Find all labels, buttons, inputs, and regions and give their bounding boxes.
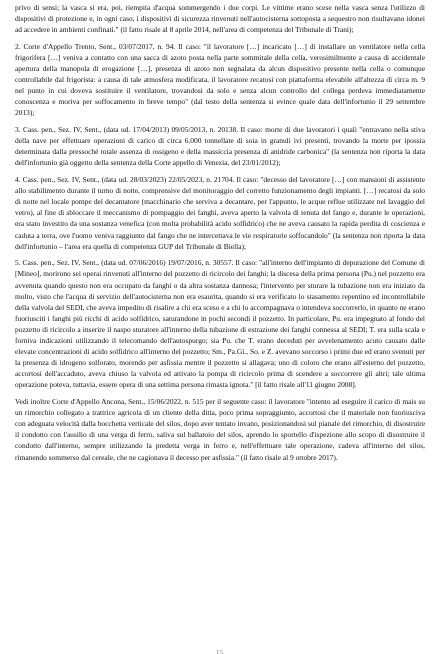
paragraph-case-3: 3. Cass. pen., Sez. IV, Sent., (data ud. 17/04/2013) 09/05/2013, n. 20138. Il caso: morte di due lavoratori i quali "entravano nella stiva della nave per effettuare operazioni di carico di circa 6.000 tonnellate di soia in granuli ivi presenti, trovando la morte per ipossia determinata dalla pressoché totale assenza di ossigeno e della massiccia presenza di anidride carbonica" (la sentenza non riporta la data dell'infortunio già oggetto della sentenza della Corte appello di Venezia, del 23/01/2012);: [15, 125, 425, 168]
paragraph-case-4: 4. Cass. pen., Sez. IV, Sent., (data ud. 28/03/2023) 22/05/2023, n. 21704. Il caso: "decesso del lavoratore […] con mansioni di assistente allo stabilimento durante il turno di notte, comprensive del monitoraggio del corretto funzionamento degli impianti. […] recatosi da solo di notte nel locale pompe del decantatore (macchinario che serviva a decantare, per l'appunto, le acque reflue utilizzate nel lavaggio del vetro), al fine di sbloccare il meccanismo di pompaggio dei fanghi, aveva aperto la valvola di tenuta del fango e, durante le operazioni, era stato investito da una sostanza venefica (con molta probabilità acido solfidrico) che ne aveva causato la rapida perdita di coscienza e caduta a terra, ove l'uomo veniva raggiunto dal fango che ne intercettava le vie respiratorie soffocandolo" (la sentenza non riporta la data dell'infortunio – l'area era quella di competenza GUP del Tribunale di Biella);: [15, 175, 425, 251]
page-number: 15: [216, 649, 223, 654]
paragraph-case-5: 5. Cass. pen., Sez. IV, Sent., (data ud. 07/06/2016) 19/07/2016, n. 30557. Il caso: "all'interno dell'impianto di depurazione del Comune di [Mineo], morirono sei operai rinvenuti all'interno del pozzetto di ricircolo dei fanghi; la discesa della prima persona (Pu.) nel pozzetto era avvenuta quando questo non era occupato da fanghi o da altra sostanza dannosa; l'intervento per sturare la tubazione non era iniziato da molto, visto che l'acqua di servizio dell'autocisterna non era esaurita, quando si era verificato lo stasamento repentino ed incontrollabile della valvola del SEDI, che aveva impedito di risalire a chi era sceso e a chi lo accompagnava o intendeva soccorrerlo, in quanto ne erano fuoriusciti i fanghi più ricchi di acido solfidrico, saturandone in pochi secondi il pozzetto. In particolare, Pu. era impegnato al fondo del pozzetto di ricircolo a inserire il naspo sturatore all'interno della tubazione di estrazione dei fanghi connessa al SEDI; T. era sulla scala e forniva indicazioni utilizzando il telecomando dell'autospurgo; sia Pu. che T. erano deceduti per avvelenamento acuto causato dalle elevate concentrazioni di acido solfidrico all'interno del pozzetto; Sm., Pa.Gi., So. e Z. avevano soccorso i primi due ed erano svenuti per la presenza di idrogeno solforato, morendo per asfissia mentre il pozzetto si allagava; uno di coloro che erano all'esterno del pozzetto, accortosi dell'accaduto, aveva chiuso la valvola ed attivato la pompa di ricircolo prima di scendere a soccorrere gli altri; tale ultima operazione poteva, tuttavia, essere opera di una settima persona rimasta ignota." [il fatto risale all'11 giugno 2008].: [15, 258, 425, 390]
paragraph-continuation: privo di sensi; la vasca si era, poi, riempita d'acqua sommergendo i due corpi. Le vittime erano scese nella vasca senza l'utilizzo di dispositivi di protezione e, in ogni caso, i dispositivi di sicurezza rinvenuti nell'autocisterna sottoposta a sequestro non risultavano idonei ad accedere in ambienti confinati." (il fatto risale al 8 aprile 2014, nell'area di competenza del Tribunale di Trani);: [15, 3, 425, 35]
paragraph-see-also: Vedi inoltre Corte d'Appello Ancona, Sent., 15/06/2022, n. 515 per il seguente caso: il lavoratore "intento ad eseguire il carico di mais su un rimorchio collegato a trattrice agricola di un cliente della ditta, poco prima sopraggiunto, accortosi che il materiale non fuoriusciva con adeguata velocità dalla bocchetta verticale del silos, dopo aver tentato invano, posizionandosi sul pianale del rimorchio, di disostruire il condotto con l'ausilio di una verga di ferro, saliva sul ballatoio del silos, aprendo lo sportello d'ispezione allo scopo di disostruire il condotto dall'interno, sempre utilizzando la predetta verga in ferro e, nell'effettuare tale operazione, cadeva all'interno del silos, rimanendo sommerso dal cereale, che ne cagionava il decesso per asfissia." (il fatto risale al 9 ottobre 2017).: [15, 397, 425, 462]
paragraph-case-2: 2. Corte d'Appello Trento, Sent., 03/07/2017, n. 94. Il caso: "il lavoratore […] incaricato […] di installare un ventilatore nella cella frigorifera […] veniva a contatto con una sacca di azoto posta nella parte sommitale della cella, verosimilmente a causa di accidentale apertura della manopola di erogazione […], presenza di azoto non segnalata da alcun dispositivo presente nella cella o comunque controllabile dal frigorista: a causa di tale atmosfera modificata, il lavoratore recatosi con piattaforma elevabile all'altezza di circa m. 9 nel punto in cui doveva sostituire il ventilatore, trovandosi da solo e senza alcun controllo del collega perdeva immediatamente conoscenza e moriva per soffocamento in breve tempo" (dal testo della sentenza si evince quale data dell'infortunio il 29 settembre 2013);: [15, 41, 425, 118]
